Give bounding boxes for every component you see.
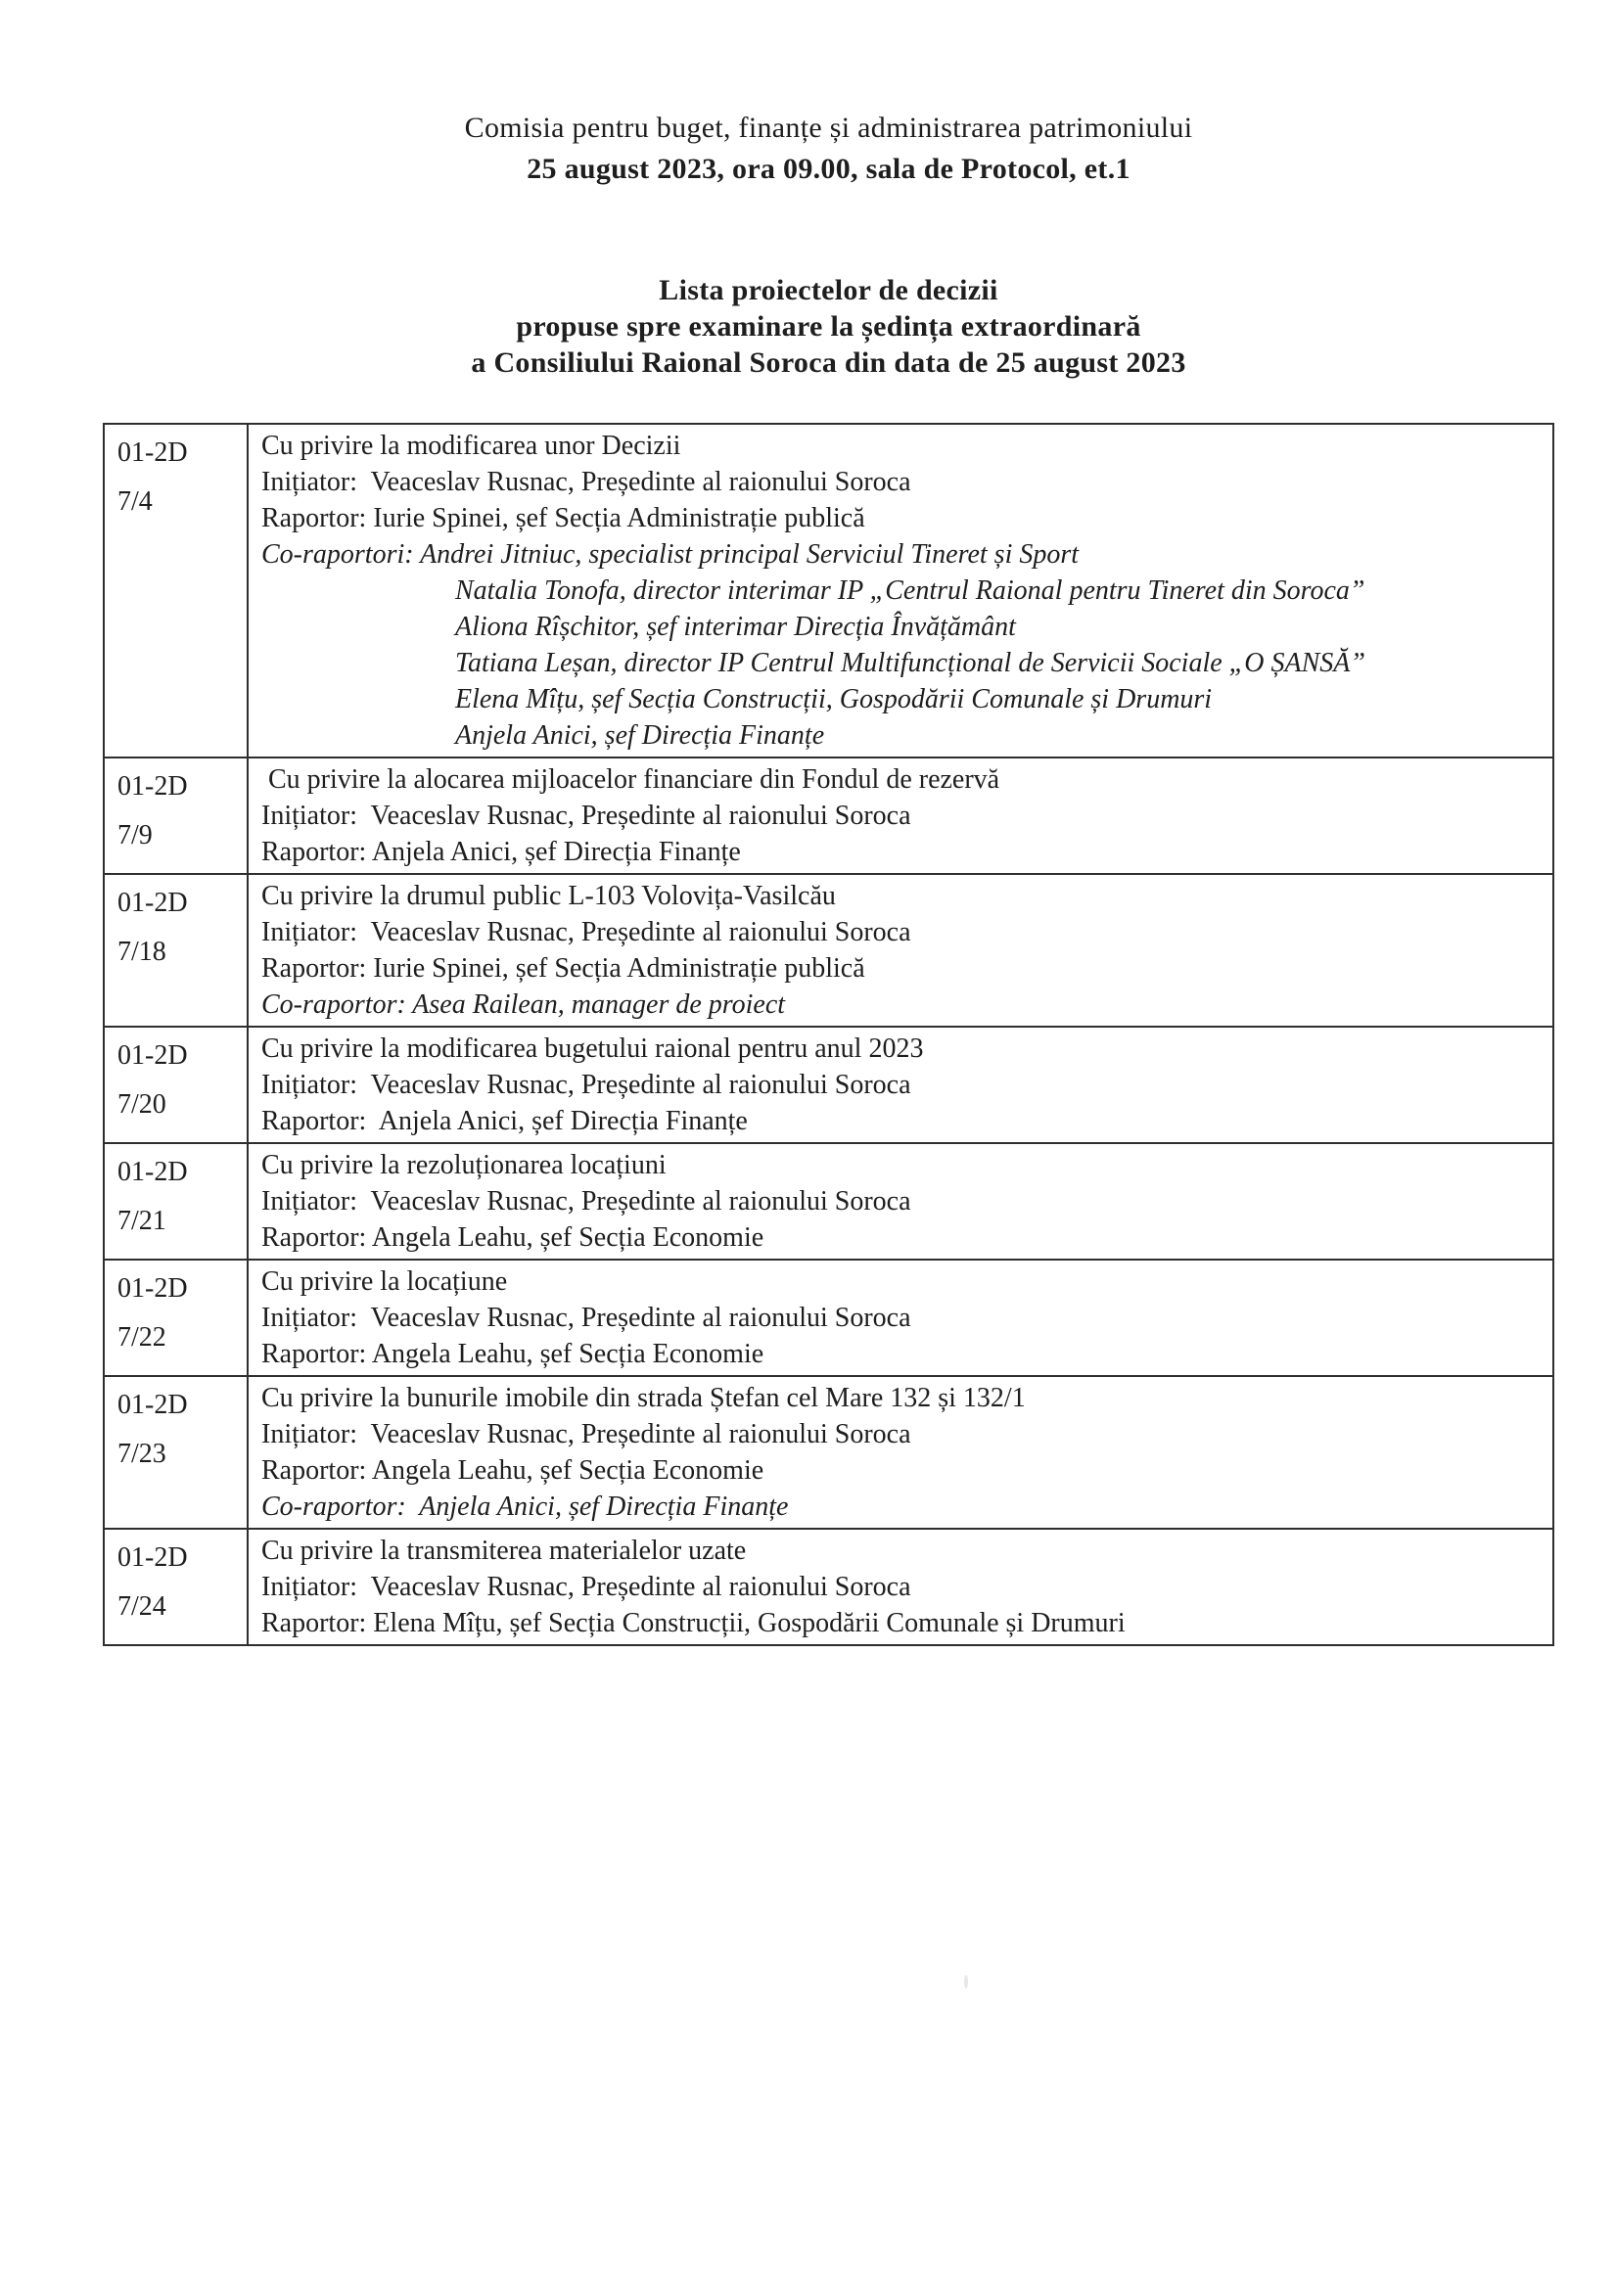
raportor-line: Raportor: Angela Leahu, șef Secția Economie (261, 1339, 764, 1369)
initiator-line: Inițiator: Veaceslav Rusnac, Președinte al raionului Soroca (261, 1303, 911, 1333)
table-row (104, 424, 1553, 758)
decision-subject-line: Cu privire la drumul public L-103 Volovița-Vasilcău (261, 881, 836, 911)
row-id-code: 01-2D (117, 1157, 188, 1187)
row-id-cell (104, 1376, 248, 1529)
decision-subject-line: Cu privire la rezoluționarea locațiuni (261, 1150, 667, 1180)
decision-subject-line: Cu privire la transmiterea materialelor uzate (261, 1536, 747, 1566)
row-id-cell (104, 424, 248, 758)
decision-subject-line: Cu privire la alocarea mijloacelor financiare din Fondul de rezervă (261, 764, 1000, 795)
document-header (103, 108, 1554, 190)
row-content-cell (248, 1027, 1553, 1143)
row-content-cell (248, 874, 1553, 1027)
decision-subject-line: Cu privire la bunurile imobile din strada Ștefan cel Mare 132 și 132/1 (261, 1383, 1026, 1413)
row-id-cell (104, 1529, 248, 1645)
raportor-line: Raportor: Iurie Spinei, șef Secția Administrație publică (261, 503, 865, 533)
row-id-code: 01-2D (117, 771, 188, 802)
co-raportor-name-line: Natalia Tonofa, director interimar IP „Centrul Raional pentru Tineret din Soroca” (455, 575, 1365, 606)
committee-name: Comisia pentru buget, finanțe și administrarea patrimoniului (464, 112, 1193, 144)
table-row (104, 1376, 1553, 1529)
row-id-cell (104, 1143, 248, 1260)
row-id-code: 01-2D (117, 1390, 188, 1420)
initiator-line: Inițiator: Veaceslav Rusnac, Președinte al raionului Soroca (261, 1070, 911, 1100)
row-content-cell (248, 424, 1553, 758)
co-raportor-line: Co-raportori: Andrei Jitniuc, specialist principal Serviciul Tineret și Sport (261, 539, 1080, 570)
initiator-line: Inițiator: Veaceslav Rusnac, Președinte al raionului Soroca (261, 1186, 911, 1217)
row-id-number: 7/9 (117, 820, 153, 850)
title-line-1: Lista proiectelor de decizii (659, 274, 998, 306)
initiator-line: Inițiator: Veaceslav Rusnac, Președinte al raionului Soroca (261, 1419, 911, 1449)
row-id-cell (104, 758, 248, 874)
row-id-number: 7/20 (117, 1089, 166, 1120)
row-content-cell (248, 1376, 1553, 1529)
row-id-number: 7/21 (117, 1206, 166, 1236)
initiator-line: Inițiator: Veaceslav Rusnac, Președinte al raionului Soroca (261, 1572, 911, 1602)
table-row (104, 874, 1553, 1027)
co-raportor-name-line: Elena Mîțu, șef Secția Construcții, Gospodării Comunale și Drumuri (455, 684, 1213, 714)
row-id-cell (104, 1027, 248, 1143)
initiator-line: Inițiator: Veaceslav Rusnac, Președinte al raionului Soroca (261, 801, 911, 831)
row-content-cell (248, 758, 1553, 874)
raportor-line: Raportor: Anjela Anici, șef Direcția Finanțe (261, 1106, 748, 1136)
title-line-3: a Consiliului Raional Soroca din data de 25 august 2023 (471, 346, 1186, 379)
co-raportor-name-line: Tatiana Leșan, director IP Centrul Multifuncțional de Servicii Sociale „O ȘANSĂ” (455, 648, 1365, 678)
row-id-cell (104, 874, 248, 1027)
decision-subject-line: Cu privire la modificarea bugetului raional pentru anul 2023 (261, 1033, 924, 1064)
co-raportor-name-line: Anjela Anici, șef Direcția Finanțe (455, 720, 825, 751)
row-id-number: 7/22 (117, 1322, 166, 1353)
row-id-code: 01-2D (117, 1040, 188, 1071)
table-row (104, 1260, 1553, 1376)
session-date-location: 25 august 2023, ora 09.00, sala de Protocol, et.1 (527, 153, 1130, 185)
decision-subject-line: Cu privire la modificarea unor Decizii (261, 431, 681, 461)
table-row (104, 1529, 1553, 1645)
row-id-number: 7/18 (117, 937, 166, 967)
document-title (103, 272, 1554, 381)
title-line-2: propuse spre examinare la ședința extraordinară (516, 310, 1141, 343)
raportor-line: Raportor: Angela Leahu, șef Secția Economie (261, 1222, 764, 1253)
row-content-cell (248, 1143, 1553, 1260)
raportor-line: Raportor: Angela Leahu, șef Secția Economie (261, 1455, 764, 1486)
table-row (104, 758, 1553, 874)
co-raportor-line: Co-raportor: Asea Railean, manager de proiect (261, 989, 786, 1020)
row-content-cell (248, 1260, 1553, 1376)
raportor-line: Raportor: Iurie Spinei, șef Secția Administrație publică (261, 953, 865, 984)
row-id-code: 01-2D (117, 888, 188, 918)
row-id-code: 01-2D (117, 1273, 188, 1304)
row-id-number: 7/4 (117, 486, 153, 517)
table-row (104, 1027, 1553, 1143)
initiator-line: Inițiator: Veaceslav Rusnac, Președinte al raionului Soroca (261, 917, 911, 947)
row-id-number: 7/23 (117, 1439, 166, 1469)
row-id-code: 01-2D (117, 1542, 188, 1573)
initiator-line: Inițiator: Veaceslav Rusnac, Președinte al raionului Soroca (261, 467, 911, 497)
decision-subject-line: Cu privire la locațiune (261, 1266, 508, 1297)
co-raportor-line: Co-raportor: Anjela Anici, șef Direcția Finanțe (261, 1492, 789, 1522)
row-id-number: 7/24 (117, 1591, 166, 1622)
decision-projects-table (103, 423, 1554, 1646)
table-row (104, 1143, 1553, 1260)
row-id-cell (104, 1260, 248, 1376)
row-id-code: 01-2D (117, 437, 188, 468)
scan-artifact-speck (964, 1975, 968, 1989)
raportor-line: Raportor: Elena Mîțu, șef Secția Construcții, Gospodării Comunale și Drumuri (261, 1608, 1126, 1638)
co-raportor-name-line: Aliona Rîșchitor, șef interimar Direcția Învățământ (455, 612, 1016, 642)
raportor-line: Raportor: Anjela Anici, șef Direcția Finanțe (261, 837, 741, 867)
row-content-cell (248, 1529, 1553, 1645)
